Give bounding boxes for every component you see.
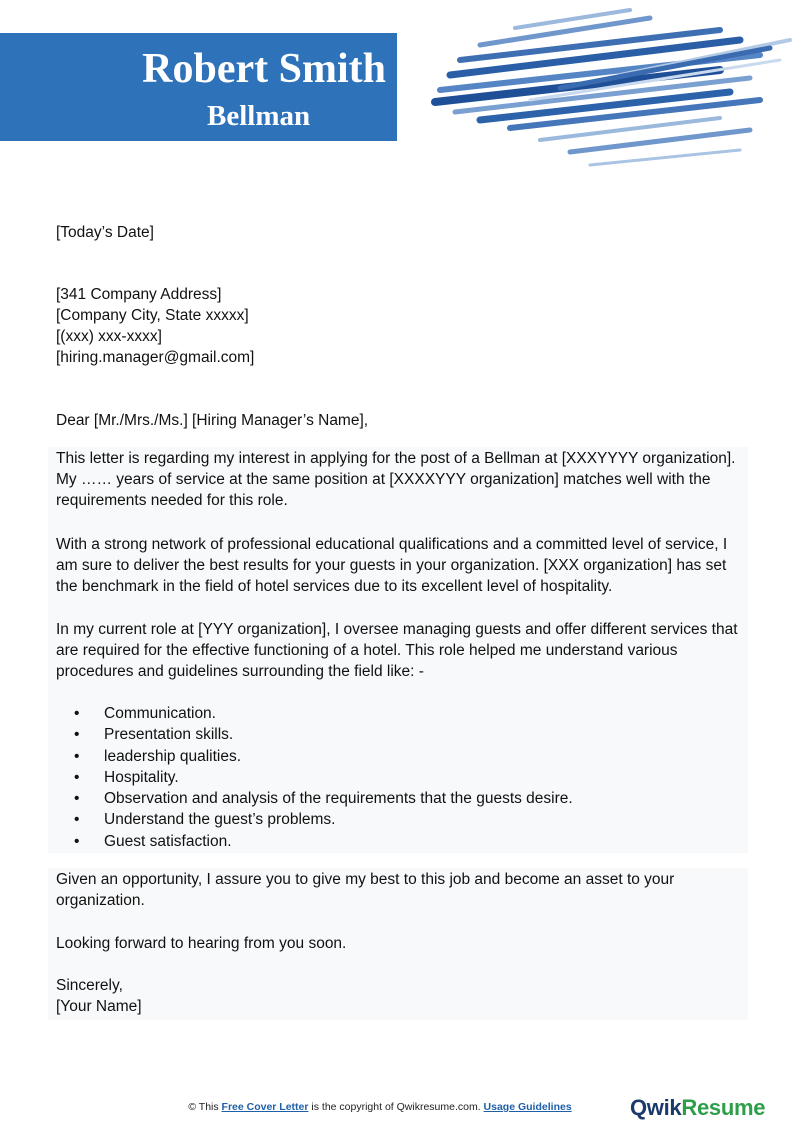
- paragraph-2: With a strong network of professional educational qualifications and a committed level of service, I am sure to deliver the best results for your guests in your organization. [XXX organization] has set the benchmark in the field of hotel services due to its excellent level of hospitality.: [56, 536, 728, 595]
- skills-list: [56, 703, 573, 852]
- free-cover-letter-link[interactable]: Free Cover Letter: [221, 1101, 309, 1113]
- address-line-4: [hiring.manager@gmail.com]: [56, 349, 255, 366]
- footer-middle: is the copyright of Qwikresume.com.: [308, 1101, 484, 1113]
- list-item: • Communication.: [56, 703, 573, 724]
- usage-guidelines-link[interactable]: Usage Guidelines: [483, 1101, 572, 1113]
- decorative-stripe: [590, 150, 740, 165]
- applicant-role: Bellman: [207, 100, 311, 132]
- footer-prefix: © This: [188, 1101, 222, 1113]
- address-line-3: [(xxx) xxx-xxxx]: [56, 328, 162, 345]
- list-item: • Presentation skills.: [56, 724, 573, 745]
- list-item: • Guest satisfaction.: [56, 831, 573, 852]
- applicant-name: Robert Smith: [142, 46, 386, 92]
- signature: [Your Name]: [56, 998, 142, 1015]
- sign-off: Sincerely,: [56, 977, 123, 994]
- header-banner: [0, 33, 397, 141]
- logo-part-qwik: Qwik: [630, 1095, 682, 1120]
- list-item: • Observation and analysis of the requirements that the guests desire.: [56, 788, 573, 809]
- list-item: • leadership qualities.: [56, 746, 573, 767]
- closing-paragraph: Given an opportunity, I assure you to give my best to this job and become an asset to your organization.: [56, 871, 675, 909]
- list-item: • Hospitality.: [56, 767, 573, 788]
- qwikresume-logo[interactable]: [630, 1095, 765, 1121]
- paragraph-1: This letter is regarding my interest in applying for the post of a Bellman at [XXXYYYY organization]. My …… years of service at the same position at [XXXXYYY organization] matches well with the requirements needed for this role.: [56, 450, 736, 509]
- address-line-2: [Company City, State xxxxx]: [56, 307, 249, 324]
- logo-part-resume: Resume: [681, 1095, 766, 1120]
- list-item: • Understand the guest’s problems.: [56, 809, 573, 830]
- address-line-1: [341 Company Address]: [56, 286, 222, 303]
- salutation: Dear [Mr./Mrs./Ms.] [Hiring Manager’s Name],: [56, 412, 369, 429]
- paragraph-3: In my current role at [YYY organization], I oversee managing guests and offer different services that are required for the effective functioning of a hotel. This role helped me understand various procedures and guidelines surrounding the field like: -: [56, 621, 738, 680]
- looking-forward: Looking forward to hearing from you soon.: [56, 935, 347, 952]
- decorative-stripes: [420, 0, 800, 190]
- letter-date: [Today’s Date]: [56, 224, 154, 241]
